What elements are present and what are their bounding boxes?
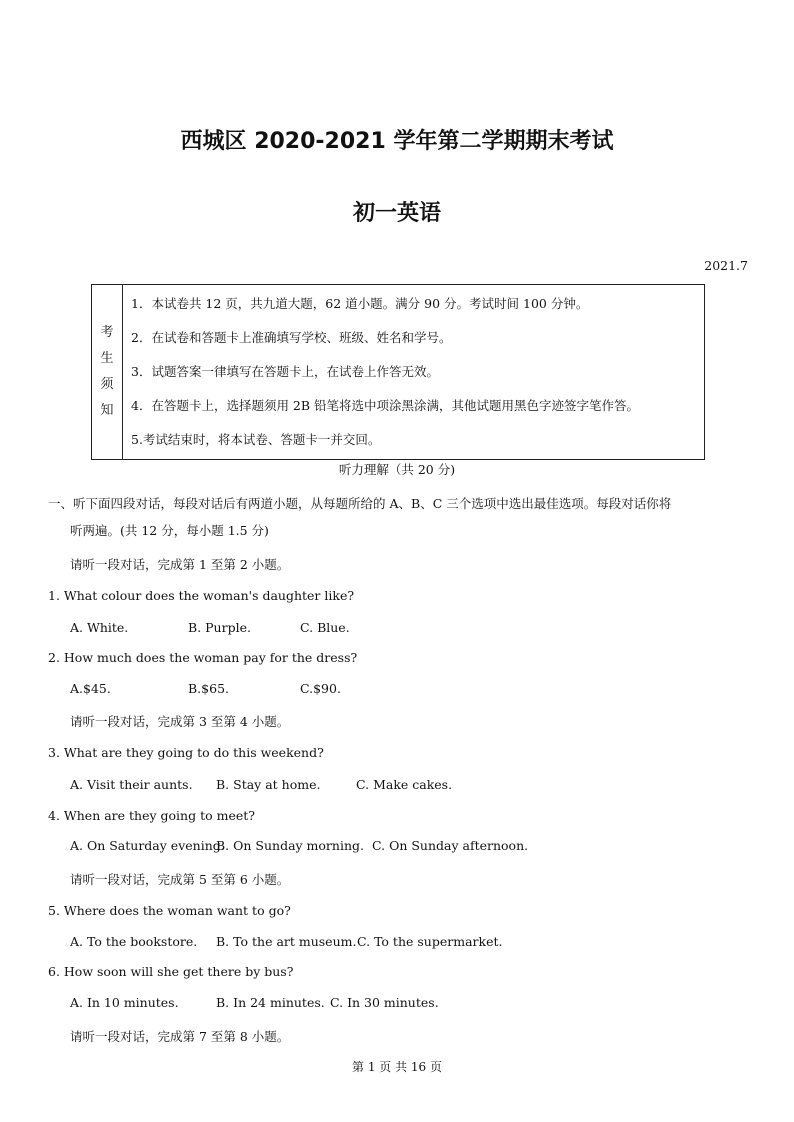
answer-option: B. To the art museum.: [216, 934, 357, 949]
dialogue-prompt: 请听一段对话，完成第 1 至第 2 小题。: [70, 557, 290, 572]
notice-label: [92, 285, 123, 460]
answer-option: B. Stay at home.: [216, 777, 321, 792]
notice-item: 2．在试卷和答题卡上准确填写学校、班级、姓名和学号。: [131, 330, 452, 345]
notice-label-char: 知: [100, 403, 114, 418]
notice-item: 1．本试卷共 12 页，共九道大题，62 道小题。满分 90 分。考试时间 100 分钟。: [131, 296, 589, 311]
question-text: 4. When are they going to meet?: [48, 808, 255, 823]
answer-option: C. To the supermarket.: [357, 934, 503, 949]
notice-item: 4．在答题卡上，选择题须用 2B 铅笔将选中项涂黑涂满，其他试题用黑色字迹签字笔作答。: [131, 398, 640, 413]
answer-option: A. White.: [70, 620, 129, 635]
question-text: 3. What are they going to do this weekend?: [48, 745, 324, 760]
answer-option: A. To the bookstore.: [70, 934, 198, 949]
dialogue-prompt: 请听一段对话，完成第 5 至第 6 小题。: [70, 872, 290, 887]
notice-label-char: 生: [100, 351, 114, 366]
notice-item: 5.考试结束时，将本试卷、答题卡一并交回。: [131, 432, 381, 447]
answer-option: C. On Sunday afternoon.: [372, 838, 529, 853]
answer-option: B.$65.: [188, 681, 229, 696]
answer-option: C. Make cakes.: [356, 777, 453, 792]
answer-option: A. In 10 minutes.: [70, 995, 179, 1010]
section-heading: 听力理解（共 20 分): [338, 462, 456, 477]
exam-date: 2021.7: [704, 258, 748, 273]
question-text: 2. How much does the woman pay for the dress?: [48, 650, 358, 665]
exam-subtitle: 初一英语: [352, 201, 441, 226]
notice-label-char: 考: [100, 325, 114, 340]
answer-option: A. On Saturday evening.: [70, 838, 225, 853]
page-footer: 第 1 页 共 16 页: [352, 1060, 442, 1074]
answer-option: B. In 24 minutes.: [216, 995, 325, 1010]
dialogue-prompt: 请听一段对话，完成第 7 至第 8 小题。: [70, 1029, 290, 1044]
answer-option: A.$45.: [70, 681, 111, 696]
section-instruction: 一、听下面四段对话，每段对话后有两道小题，从每题所给的 A、B、C 三个选项中选出最佳选项。每段对话你将: [48, 496, 672, 511]
exam-title: 西城区 2020-2021 学年第二学期期末考试: [180, 129, 614, 154]
answer-option: B. On Sunday morning.: [216, 838, 364, 853]
section-instruction: 听两遍。(共 12 分，每小题 1.5 分): [70, 523, 269, 538]
answer-option: B. Purple.: [188, 620, 251, 635]
notice-box: [91, 284, 705, 460]
answer-option: C. In 30 minutes.: [330, 995, 439, 1010]
answer-option: C.$90.: [300, 681, 341, 696]
question-text: 5. Where does the woman want to go?: [48, 903, 291, 918]
question-text: 6. How soon will she get there by bus?: [48, 964, 294, 979]
answer-option: A. Visit their aunts.: [70, 777, 193, 792]
dialogue-prompt: 请听一段对话，完成第 3 至第 4 小题。: [70, 714, 290, 729]
notice-items: [123, 285, 705, 460]
question-text: 1. What colour does the woman's daughter like?: [48, 588, 355, 603]
answer-option: C. Blue.: [300, 620, 350, 635]
notice-item: 3．试题答案一律填写在答题卡上，在试卷上作答无效。: [131, 364, 439, 379]
notice-label-char: 须: [100, 377, 114, 392]
